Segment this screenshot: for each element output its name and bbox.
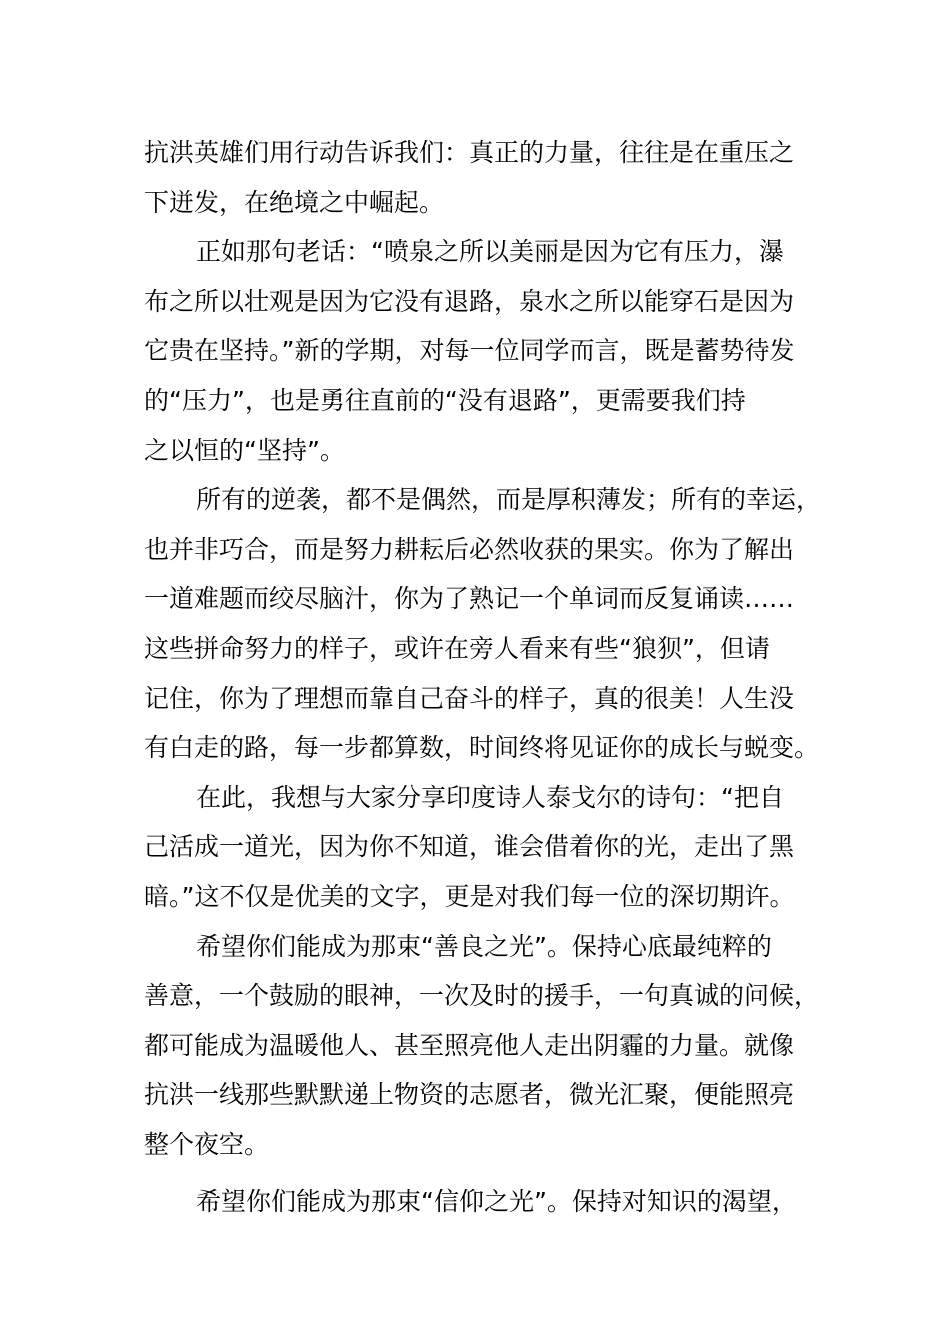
paragraph — [144, 475, 822, 773]
paragraph-line: 的“压力”，也是勇往直前的“没有退路”，更需要我们持 — [144, 385, 746, 415]
paragraph-line: 有白走的路，每一步都算数，时间终将见证你的成长与蜕变。 — [144, 733, 820, 763]
paragraph-line: 整个夜空。 — [144, 1129, 270, 1159]
paragraph-line: 暗。”这不仅是优美的文字，更是对我们每一位的深切期许。 — [144, 881, 795, 911]
paragraph-line: 这些拼命努力的样子，或许在旁人看来有些“狼狈”，但请 — [144, 633, 770, 663]
paragraph — [144, 227, 814, 475]
paragraph-line: 布之所以壮观是因为它没有退路，泉水之所以能穿石是因为 — [144, 286, 795, 316]
paragraph — [144, 128, 814, 227]
paragraph-line: 善意，一个鼓励的眼神，一次及时的援手，一句真诚的问候， — [144, 981, 820, 1011]
paragraph-line: 在此，我想与大家分享印度诗人泰戈尔的诗句：“把自 — [196, 782, 784, 812]
paragraph-line: 希望你们能成为那束“善良之光”。保持心底最纯粹的 — [196, 931, 772, 961]
document-body — [144, 128, 822, 1227]
paragraph-line: 己活成一道光，因为你不知道，谁会借着你的光，走出了黑 — [144, 832, 795, 862]
paragraph — [144, 922, 820, 1170]
paragraph-line: 抗洪英雄们用行动告诉我们：真正的力量，往往是在重压之 — [144, 138, 795, 167]
paragraph-line: 也并非巧合，而是努力耕耘后必然收获的果实。你为了解出 — [144, 534, 795, 564]
paragraph-line: 都可能成为温暖他人、甚至照亮他人走出阴霾的力量。就像 — [144, 1030, 795, 1060]
paragraph-line: 它贵在坚持。”新的学期，对每一位同学而言，既是蓄势待发 — [144, 336, 795, 366]
paragraph-line: 抗洪一线那些默默递上物资的志愿者，微光汇聚，便能照亮 — [144, 1080, 795, 1110]
paragraph-line: 正如那句老话：“喷泉之所以美丽是因为它有压力，瀑 — [196, 237, 784, 267]
paragraph-spacer — [144, 1169, 814, 1177]
paragraph-line: 之以恒的“坚持”。 — [144, 435, 345, 465]
paragraph-line: 记住，你为了理想而靠自己奋斗的样子，真的很美！人生没 — [144, 683, 795, 713]
paragraph-line: 所有的逆袭，都不是偶然，而是厚积薄发；所有的幸运， — [196, 485, 822, 515]
paragraph-line: 希望你们能成为那束“信仰之光”。保持对知识的渴望， — [196, 1187, 797, 1217]
paragraph-line: 下迸发，在绝境之中崛起。 — [144, 187, 445, 217]
paragraph — [144, 773, 814, 922]
paragraph-line: 一道难题而绞尽脑汁，你为了熟记一个单词而反复诵读…… — [144, 584, 795, 614]
paragraph — [144, 1177, 814, 1227]
